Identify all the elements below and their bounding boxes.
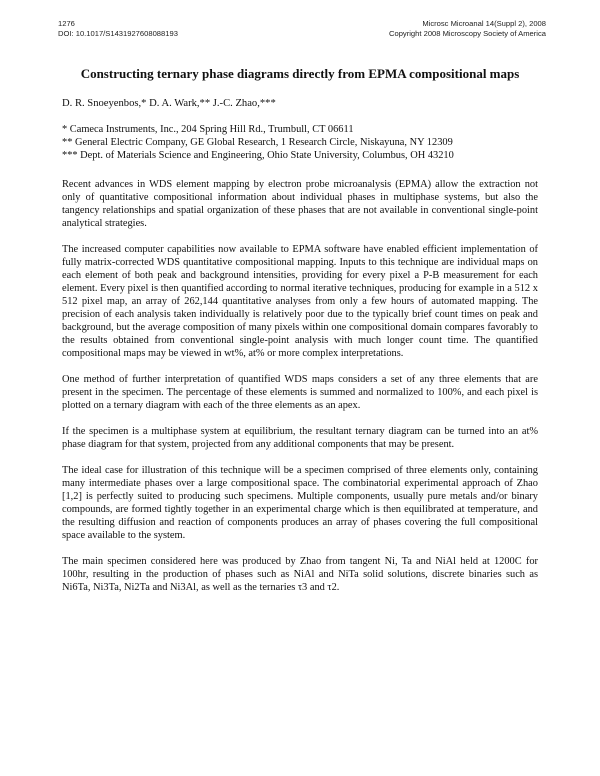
- affiliations: [62, 123, 538, 162]
- header-left: [58, 19, 178, 39]
- paragraph-specimen-ideal: The ideal case for illustration of this technique will be a specimen comprised of three elements only, containing many intermediate phases over a large compositional space. The combinatorial experimental approach of Zhao [1,2] is perfectly suited to producing such specimens. Multiple components, usually pure metals and/or binary compounds, are formed tightly together in an experimental charge which is then equilibrated at temperature, and the resulting diffusion and reaction of components produces an array of phases covering the full compositional space available to the system.: [62, 465, 538, 541]
- article-body: [62, 66, 538, 607]
- paragraph-mapping: The increased computer capabilities now available to EPMA software have enabled efficient implementation of fully matrix-corrected WDS quantitative compositional mapping. Inputs to this technique are individual maps on each element of both peak and background intensities, providing for every pixel a P-B measurement for each element. Every pixel is then quantified according to normal iterative techniques, producing for example in a 512 x 512 pixel map, an array of 262,144 quantitative analyses from only a few hours of automated mapping. The precision of each analysis taken individually is relatively poor due to the typically brief count times on peak and background, but the average composition of many pixels within one compositional domain compares favorably to the results obtained from conventional single-point analysis with much longer count time. The quantified compositional maps may be viewed in wt%, at% or more complex interpretations.: [62, 244, 538, 359]
- paragraph-intro: Recent advances in WDS element mapping by electron probe microanalysis (EPMA) allow the extraction not only of quantitative compositional information about individual phases in multiphase systems, but also the tangency relationships and spatial organization of these phases that are not available in conventional single-point analytical strategies.: [62, 179, 538, 229]
- paragraph-ternary-method: One method of further interpretation of quantified WDS maps considers a set of any three elements that are present in the specimen. The percentage of these elements is summed and normalized to 100%, and each pixel is plotted on a ternary diagram with each of the three elements as an apex.: [62, 374, 538, 411]
- paragraph-main-specimen: The main specimen considered here was produced by Zhao from tangent Ni, Ta and NiAl held at 1200C for 100hr, resulting in the production of phases such as NiAl and NiTa solid solutions, discrete binaries such as Ni6Ta, Ni3Ta, Ni2Ta and Ni3Al, as well as the ternaries τ3 and τ2.: [62, 556, 538, 593]
- affiliation-osu: *** Dept. of Materials Science and Engineering, Ohio State University, Columbus, OH 43210: [62, 150, 454, 161]
- affiliation-cameca: * Cameca Instruments, Inc., 204 Spring Hill Rd., Trumbull, CT 06611: [62, 124, 354, 135]
- header-right: [389, 19, 546, 39]
- copyright: Copyright 2008 Microscopy Society of America: [388, 29, 546, 38]
- paragraph-equilibrium: If the specimen is a multiphase system at equilibrium, the resultant ternary diagram can be turned into an at% phase diagram for that system, projected from any additional components that may be present.: [62, 426, 538, 450]
- authors: D. R. Snoeyenbos,* D. A. Wark,** J.-C. Zhao,***: [62, 98, 276, 109]
- doi: DOI: 10.1017/S1431927608088193: [58, 29, 178, 38]
- affiliation-ge: ** General Electric Company, GE Global Research, 1 Research Circle, Niskayuna, NY 12309: [62, 137, 453, 148]
- page-number: 1276: [58, 19, 75, 28]
- paper-title: Constructing ternary phase diagrams directly from EPMA compositional maps: [80, 66, 520, 81]
- journal-citation: Microsc Microanal 14(Suppl 2), 2008: [422, 19, 546, 28]
